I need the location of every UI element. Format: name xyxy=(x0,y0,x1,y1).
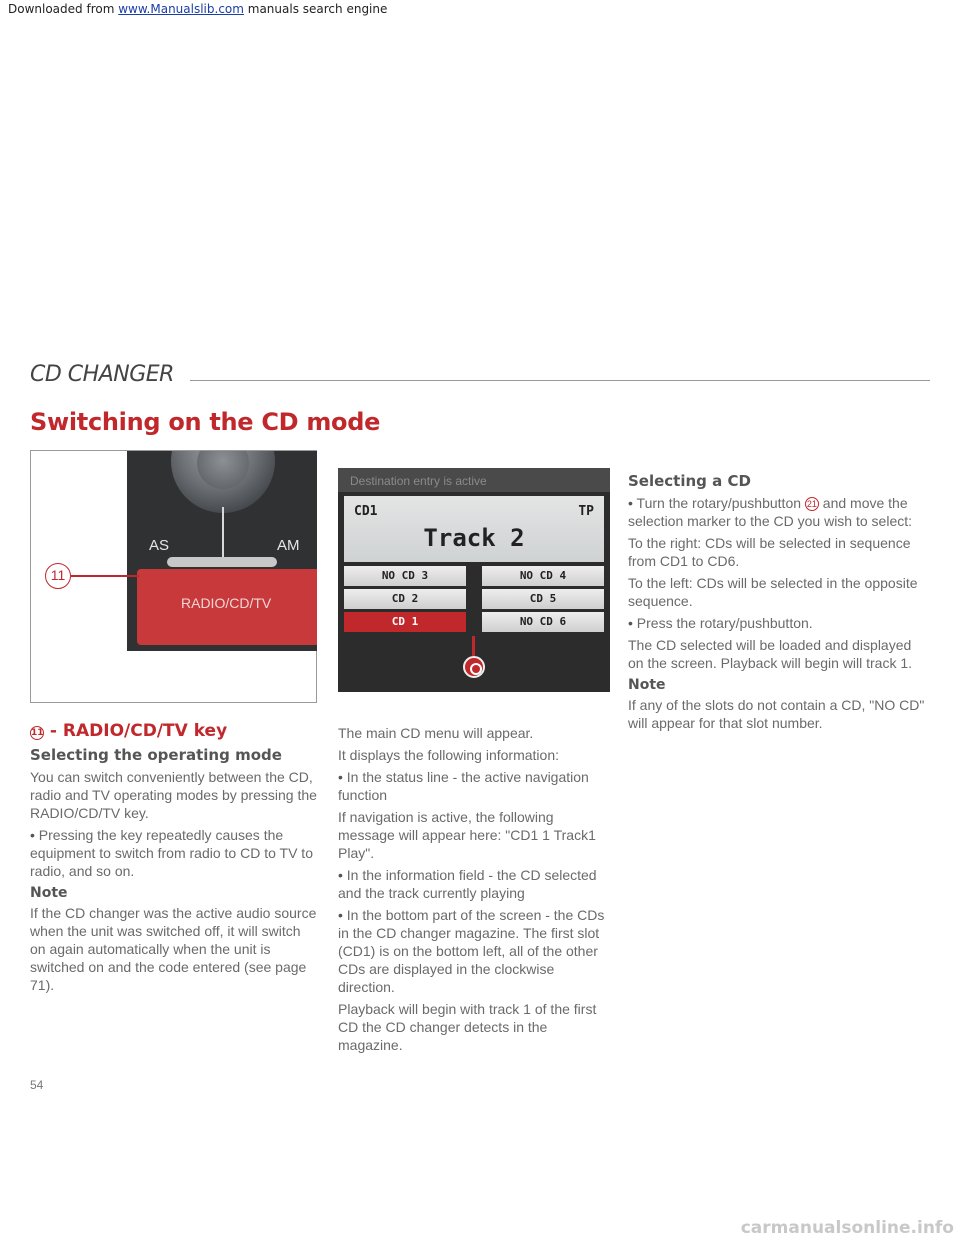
key-heading: 11 - RADIO/CD/TV key xyxy=(31,721,228,741)
callout-line xyxy=(71,575,139,577)
bullet: • Turn the rotary/pushbutton 21 and move the selection marker to the CD you wish to select: xyxy=(628,494,930,530)
callout-11-inline: 11 xyxy=(31,728,44,738)
bullet: • In the status line - the active navigation function xyxy=(338,768,610,804)
am-button-label: AM xyxy=(277,537,300,554)
paragraph: The main CD menu will appear. xyxy=(338,725,534,741)
manualslib-link[interactable]: www.Manualslib.com xyxy=(118,2,244,16)
selection-pointer xyxy=(472,636,475,656)
section-header xyxy=(30,362,930,392)
bullet: • In the bottom part of the screen - the CDs in the CD changer magazine. The first slot (CD1) is on the bottom left, all of the other CDs are displayed in the clockwise direction. xyxy=(338,906,610,996)
banner-suffix: manuals search engine xyxy=(243,2,388,16)
button-divider xyxy=(222,507,224,557)
bullet: • Pressing the key repeatedly causes the equipment to switch from radio to CD to TV to radio, and so on. xyxy=(30,826,317,880)
note-label: Note xyxy=(30,885,68,901)
paragraph: To the right: CDs will be selected in sequence from CD1 to CD6. xyxy=(628,535,911,569)
banner-prefix: Downloaded from xyxy=(8,2,119,16)
cd-slot-grid xyxy=(344,566,604,636)
callout-21-inline: 21 xyxy=(806,499,817,509)
watermark: carmanualsonline.info xyxy=(740,1218,954,1238)
bullet: • In the information field - the CD selected and the track currently playing xyxy=(338,866,610,902)
radio-control-photo xyxy=(127,451,317,651)
download-banner xyxy=(0,0,960,18)
column-middle xyxy=(338,724,610,1058)
slot-cd4: NO CD 4 xyxy=(482,566,604,586)
column-left xyxy=(30,722,317,998)
paragraph: Playback will begin with track 1 of the first CD the CD changer detects in the magazine. xyxy=(338,1001,597,1053)
column-right xyxy=(628,468,930,736)
slot-cd2: CD 2 xyxy=(344,589,466,609)
page-title: Switching on the CD mode xyxy=(30,408,381,436)
bullet: • Press the rotary/pushbutton. xyxy=(628,614,930,632)
note-text: If any of the slots do not contain a CD, "NO CD" will appear for that slot number. xyxy=(628,697,925,731)
rotary-knob-icon xyxy=(463,656,485,678)
information-field xyxy=(344,496,604,562)
note-text: If the CD changer was the active audio source when the unit was switched off, it will switch on again automatically when the unit is switched on and the code entered (see page 71). xyxy=(30,905,317,993)
slot-cd3: NO CD 3 xyxy=(344,566,466,586)
header-rule xyxy=(190,380,930,381)
radio-cd-tv-label: RADIO/CD/TV xyxy=(181,595,272,611)
as-button-label: AS xyxy=(149,537,170,554)
paragraph: The CD selected will be loaded and displayed on the screen. Playback will begin will track 1. xyxy=(628,637,913,671)
control-photo-frame xyxy=(30,450,317,703)
callout-11: 11 xyxy=(45,563,71,589)
slot-cd6: NO CD 6 xyxy=(482,612,604,632)
page-number: 54 xyxy=(30,1078,44,1092)
current-track: Track 2 xyxy=(423,524,525,552)
paragraph: To the left: CDs will be selected in the opposite sequence. xyxy=(628,575,918,609)
paragraph: If navigation is active, the following message will appear here: "CD1 1 Track1 Play". xyxy=(338,809,596,861)
cd-menu-screen xyxy=(338,468,610,692)
note-label: Note xyxy=(628,677,666,693)
slot-cd5: CD 5 xyxy=(482,589,604,609)
slot-cd1-selected: CD 1 xyxy=(344,612,466,632)
paragraph: It displays the following information: xyxy=(338,747,559,763)
rotary-knob xyxy=(171,451,275,513)
paragraph: You can switch conveniently between the CD, radio and TV operating modes by pressing the RADIO/CD/TV key. xyxy=(30,769,317,821)
radio-cd-tv-key xyxy=(137,569,317,645)
status-line: Destination entry is active xyxy=(338,468,610,492)
current-cd: CD1 xyxy=(354,504,378,519)
operating-mode-heading: Selecting the operating mode xyxy=(30,746,282,764)
selecting-cd-heading: Selecting a CD xyxy=(628,472,751,490)
section-title: CD CHANGER xyxy=(30,362,174,387)
tp-indicator: TP xyxy=(578,504,594,519)
band-bar xyxy=(167,557,277,567)
